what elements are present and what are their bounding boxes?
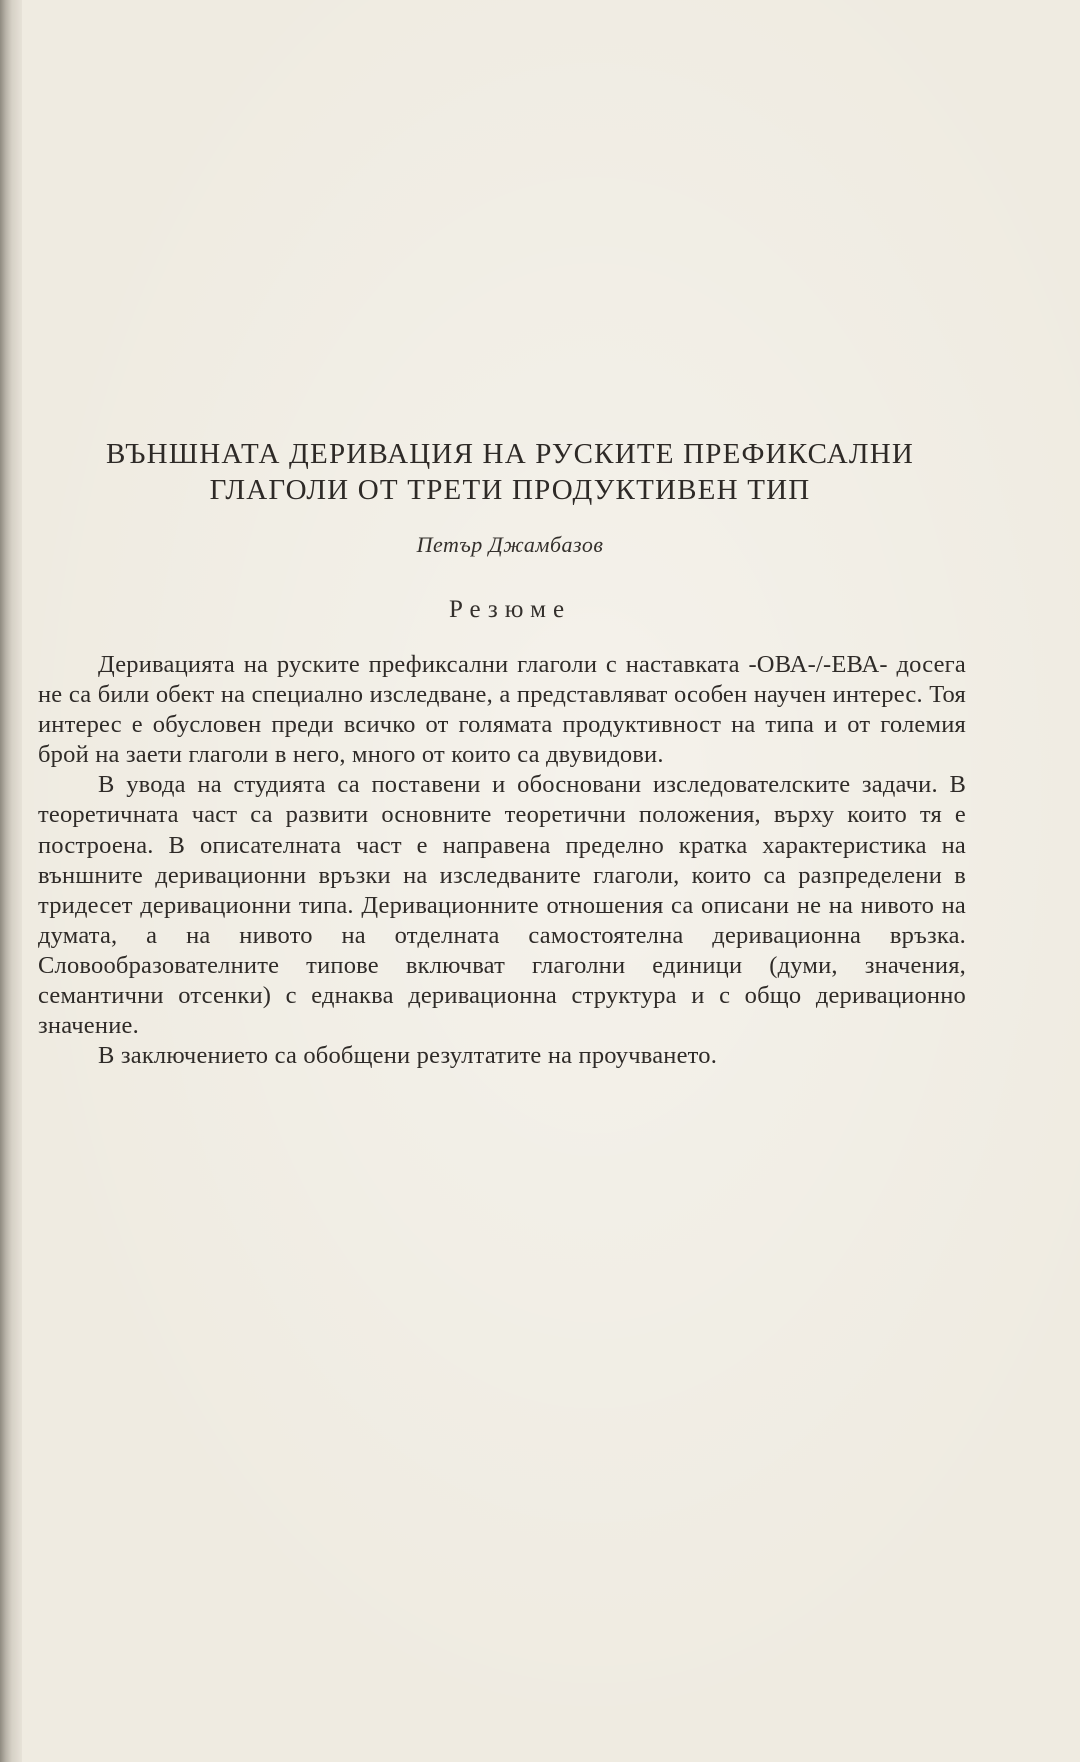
summary-paragraph-3: В заключението са обобщени резултатите на проучването.: [98, 1042, 718, 1070]
summary-paragraph-1: Деривацията на руските префиксални глаголи с наставката -ОВА-/-ЕВА- досега не са били обект на специално изследване, а представляват особен научен интерес. Тоя интерес е обусловен преди всичко от голямата продуктивност на типа и от големия брой на заети глаголи в него, много от които са двувидови.: [38, 651, 966, 769]
author-name: Петър Джамбазов: [416, 532, 604, 557]
section-heading: Резюме: [448, 596, 572, 623]
article-title: [30, 436, 990, 508]
summary-body: [38, 650, 966, 1071]
summary-paragraph-2: В увода на студията са поставени и обосновани изследователските задачи. В теоретичната част са развити основните теоретични положения, върху които тя е построена. В описателната част е направена пределно кратка характеристика на външните деривационни връзки на изследваните глаголи, които са разпределени в тридесет деривационни типа. Деривационните отношения са описани не на нивото на думата, а на нивото на отделната самостоятелна деривационна връзка. Словообразователните типове включват глаголни единици (думи, значения, семантични отсенки) с еднаква деривационна структура и с общо деривационно значение.: [38, 771, 966, 1040]
article-title-line-2: ГЛАГОЛИ ОТ ТРЕТИ ПРОДУКТИВЕН ТИП: [209, 474, 811, 506]
article-title-line-1: ВЪНШНАТА ДЕРИВАЦИЯ НА РУСКИТЕ ПРЕФИКСАЛНИ: [105, 438, 914, 470]
page-binding-edge: [0, 0, 22, 1762]
